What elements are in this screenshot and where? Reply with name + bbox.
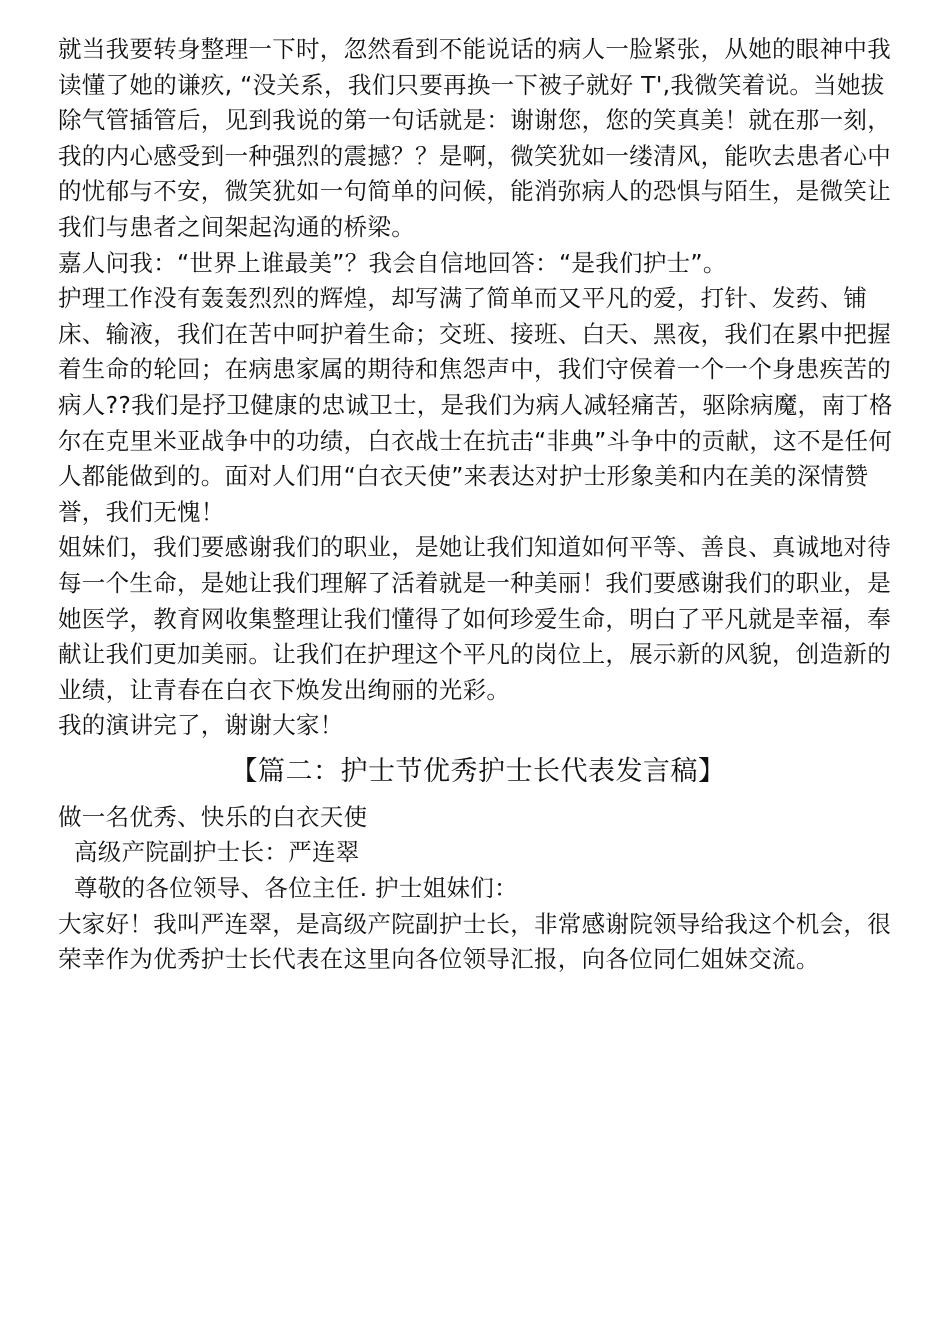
- speech-greeting: 尊敬的各位领导、各位主任. 护士姐妹们：: [74, 874, 518, 903]
- paragraph-2: 嘉人问我：“世界上谁最美”？我会自信地回答：“是我们护士”。: [58, 248, 727, 277]
- speech-title: 做一名优秀、快乐的白衣天使: [58, 802, 368, 831]
- document-page: [58, 32, 898, 978]
- paragraph-6: 大家好！我叫严连翠，是高级产院副护士长，非常感谢院领导给我这个机会，很荣幸作为优秀护士长代表在这里向各位领导汇报，向各位同仁姐妹交流。: [58, 909, 891, 974]
- section-heading: 【篇二：护士节优秀护士长代表发言稿】: [230, 755, 726, 787]
- paragraph-4: 姐妹们，我们要感谢我们的职业，是她让我们知道如何平等、善良、真诚地对待每一个生命，是她让我们理解了活着就是一种美丽！我们要感谢我们的职业，是她医学，教育网收集整理让我们懂得了如何珍爱生命，明白了平凡就是幸福，奉献让我们更加美丽。让我们在护理这个平凡的岗位上，展示新的风貌，创造新的业绩，让青春在白衣下焕发出绚丽的光彩。: [58, 533, 891, 704]
- paragraph-1: 就当我要转身整理一下时，忽然看到不能说话的病人一脸紧张，从她的眼神中我读懂了她的谦疚, “没关系，我们只要再换一下被子就好 T',我微笑着说。当她拔除气管插管后，见到我说的第一句话就是：谢谢您，您的笑真美！就在那一刻，我的内心感受到一种强烈的震撼？？是啊，微笑犹如一缕清风，能吹去患者心中的忧郁与不安，微笑犹如一句简单的问候，能消弥病人的恐惧与陌生，是微笑让我们与患者之间架起沟通的桥梁。: [58, 35, 891, 241]
- speech-author: 高级产院副护士长：严连翠: [74, 838, 360, 867]
- paragraph-3: 护理工作没有轰轰烈烈的辉煌，却写满了简单而又平凡的爱，打针、发药、铺床、输液，我们在苦中呵护着生命；交班、接班、白天、黑夜，我们在累中把握着生命的轮回；在病患家属的期待和焦怨声中，我们守侯着一个一个身患疾苦的病人??我们是抒卫健康的忠诚卫士，是我们为病人减轻痛苦，驱除病魔，南丁格尔在克里米亚战争中的功绩，白衣战士在抗击“非典”斗争中的贡献，这不是任何人都能做到的。面对人们用“白衣天使”来表达对护士形象美和内在美的深情赞誉，我们无愧！: [58, 284, 893, 526]
- paragraph-5: 我的演讲完了，谢谢大家！: [58, 711, 344, 740]
